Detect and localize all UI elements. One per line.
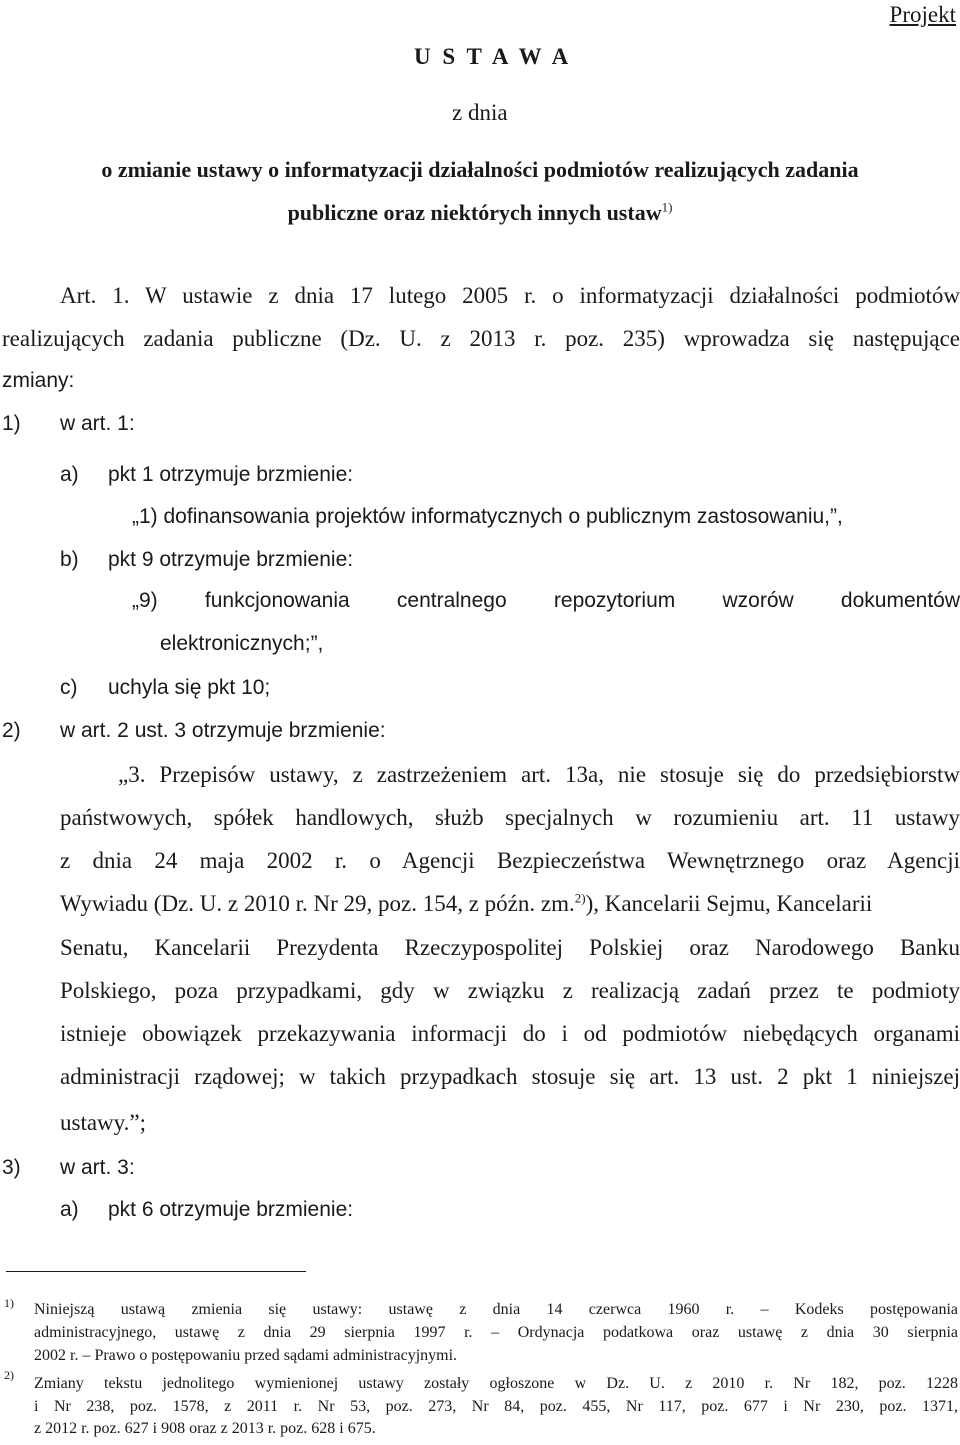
footnote-2-line-2: i Nr 238, poz. 1578, z 2011 r. Nr 53, poz. 273, Nr 84, poz. 455, Nr 117, poz. 677 i Nr 230, poz. 1371, — [34, 1398, 958, 1415]
quote-pkt-1: „1) dofinansowania projektów informatycznych o publicznym zastosowaniu,”, — [132, 505, 843, 528]
title-line-2 — [0, 200, 960, 226]
footnote-ref-2: 2) — [574, 890, 586, 906]
footnote-separator — [6, 1271, 306, 1272]
footnote-2-line-3: z 2012 r. poz. 627 i 908 oraz z 2013 r. poz. 628 i 675. — [34, 1420, 376, 1437]
point-1-label: 1) — [2, 412, 21, 435]
point-3a-label: a) — [60, 1198, 79, 1221]
quote-ust-3-line-1: „3. Przepisów ustawy, z zastrzeżeniem art. 13a, nie stosuje się do przedsiębiorstw — [118, 762, 960, 787]
quote-ust-3-line-8: administracji rządowej; w takich przypadkach stosuje się art. 13 ust. 2 pkt 1 niniejszej — [60, 1064, 960, 1089]
title-line-1: o zmianie ustawy o informatyzacji działalności podmiotów realizujących zadania — [101, 157, 859, 182]
quote-ust-3-line-4-text-b: ), Kancelarii Sejmu, Kancelarii — [585, 891, 873, 916]
date-line: z dnia — [452, 100, 508, 125]
point-2-text: w art. 2 ust. 3 otrzymuje brzmienie: — [60, 719, 386, 742]
quote-ust-3-line-2: państwowych, spółek handlowych, służb specjalnych w rozumieniu art. 11 ustawy — [60, 805, 960, 830]
quote-ust-3-line-6: Polskiego, poza przypadkami, gdy w związku z realizacją zadań przez te podmioty — [60, 978, 960, 1003]
art1-line-3: zmiany: — [2, 369, 75, 392]
quote-ust-3-line-4-part-1 — [60, 891, 872, 917]
point-1b-label: b) — [60, 548, 79, 571]
title-line-2-text: publiczne oraz niektórych innych ustaw — [287, 200, 662, 225]
quote-ust-3-line-9: ustawy.”; — [60, 1110, 147, 1135]
quote-ust-3-line-5: Senatu, Kancelarii Prezydenta Rzeczypospolitej Polskiej oraz Narodowego Banku — [60, 935, 960, 960]
point-1a-label: a) — [60, 463, 79, 486]
art1-line-2: realizujących zadania publiczne (Dz. U. z 2013 r. poz. 235) wprowadza się następujące — [2, 326, 960, 351]
footnote-2-label: 2) — [4, 1368, 14, 1382]
quote-ust-3-line-4-text: Wywiadu (Dz. U. z 2010 r. Nr 29, poz. 154, z późn. zm. — [60, 891, 575, 916]
point-1c-text: uchyla się pkt 10; — [108, 676, 271, 699]
quote-pkt-9-line-2: elektronicznych;”, — [160, 632, 324, 655]
document-heading: U S T A W A — [414, 44, 572, 69]
title-footnote-ref: 1) — [661, 199, 673, 215]
quote-ust-3-line-7: istnieje obowiązek przekazywania informacji do i od podmiotów niebędących organami — [60, 1021, 960, 1046]
quote-pkt-9-line-1: „9) funkcjonowania centralnego repozytorium wzorów dokumentów — [132, 589, 960, 612]
point-1c-label: c) — [60, 676, 78, 699]
quote-ust-3-line-3: z dnia 24 maja 2002 r. o Agencji Bezpieczeństwa Wewnętrznego oraz Agencji — [60, 848, 960, 873]
point-3-text: w art. 3: — [60, 1156, 135, 1179]
projekt-label: Projekt — [889, 2, 956, 27]
footnote-1-line-1: Niniejszą ustawą zmienia się ustawy: ustawę z dnia 14 czerwca 1960 r. – Kodeks postępowania — [34, 1301, 958, 1318]
quote-ust-3-line-4 — [60, 891, 960, 917]
point-3a-text: pkt 6 otrzymuje brzmienie: — [108, 1198, 354, 1221]
point-1-text: w art. 1: — [60, 412, 135, 435]
art1-line-1: Art. 1. W ustawie z dnia 17 lutego 2005 r. o informatyzacji działalności podmiotów — [60, 283, 960, 308]
footnote-1-line-3: 2002 r. – Prawo o postępowaniu przed sądami administracyjnymi. — [34, 1347, 458, 1364]
point-2-label: 2) — [2, 719, 21, 742]
footnote-2-line-1: Zmiany tekstu jednolitego wymienionej ustawy zostały ogłoszone w Dz. U. z 2010 r. Nr 182, poz. 1228 — [34, 1375, 958, 1392]
point-1b-text: pkt 9 otrzymuje brzmienie: — [108, 548, 354, 571]
footnote-1-line-2: administracyjnego, ustawę z dnia 29 sierpnia 1997 r. – Ordynacja podatkowa oraz ustawę z dnia 30 sierpnia — [34, 1324, 958, 1341]
footnote-1-label: 1) — [4, 1296, 14, 1310]
point-1a-text: pkt 1 otrzymuje brzmienie: — [108, 463, 354, 486]
point-3-label: 3) — [2, 1156, 21, 1179]
